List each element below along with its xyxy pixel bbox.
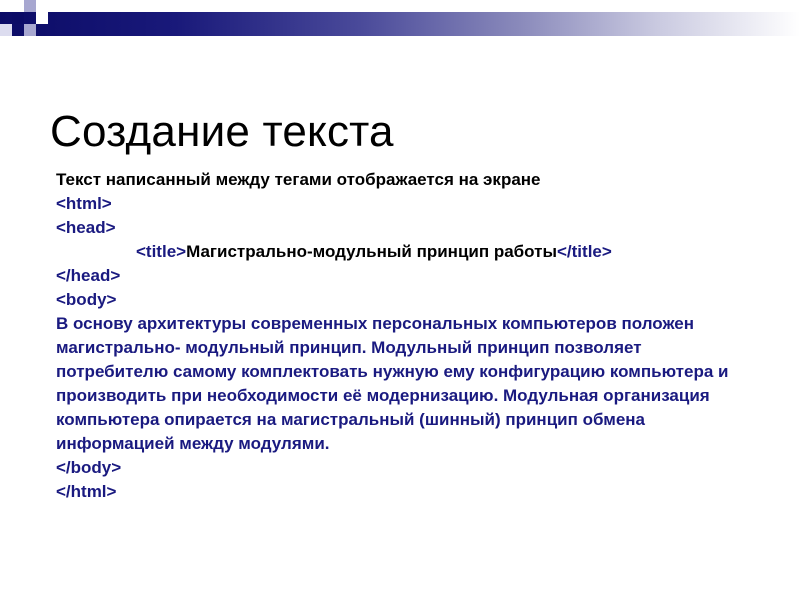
body-open-tag: <body> xyxy=(56,290,117,309)
title-close-tag: </title> xyxy=(557,242,612,261)
decor-square xyxy=(0,24,12,36)
html-close-tag: </html> xyxy=(56,482,117,501)
decor-square xyxy=(12,12,24,24)
body-paragraph: В основу архитектуры современных персональных компьютеров положен магистрально- модульный принцип. Модульный принцип позволяет потребителю самому комплектовать нужную ему конфигурацию компьютера и производить при необходимости её модернизацию. Модульная организация компьютера опирается на магистральный (шинный) принцип обмена информацией между модулями. xyxy=(56,314,729,453)
decor-square xyxy=(24,24,36,36)
title-line xyxy=(56,240,746,264)
html-open-tag: <html> xyxy=(56,194,112,213)
decor-square xyxy=(36,12,48,24)
title-open-tag: <title> xyxy=(136,242,187,261)
slide-content xyxy=(56,168,746,504)
header-band xyxy=(0,12,800,36)
intro-text: Текст написанный между тегами отображается на экране xyxy=(56,170,541,189)
head-close-tag: </head> xyxy=(56,266,121,285)
head-open-tag: <head> xyxy=(56,218,116,237)
title-text: Магистрально-модульный принцип работы xyxy=(186,242,557,261)
slide-title: Создание текста xyxy=(50,107,394,156)
body-close-tag: </body> xyxy=(56,458,122,477)
decor-square xyxy=(24,0,36,12)
